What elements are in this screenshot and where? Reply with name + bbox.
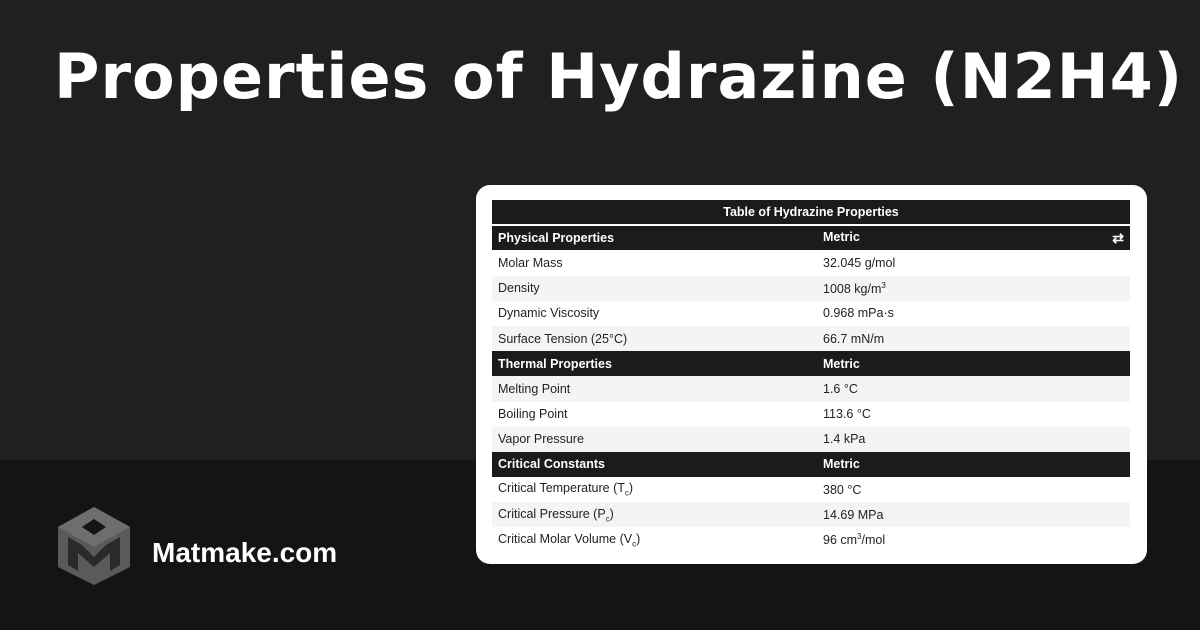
unit-label: Metric (823, 229, 860, 244)
section-title: Critical Constants (492, 452, 817, 477)
property-value: 0.968 mPa·s (823, 306, 894, 321)
table-row (492, 301, 1130, 326)
swap-arrows-icon[interactable]: ⇄ (1112, 229, 1124, 246)
property-value: 96 $cm^3$/mol (823, 532, 886, 548)
section-header (492, 452, 1130, 477)
table-row (492, 527, 1130, 552)
property-label: Boiling Point (498, 407, 568, 422)
table-caption: Table of Hydrazine Properties (492, 200, 1130, 225)
property-value: 66.7 mN/m (817, 326, 1130, 351)
table-row (492, 402, 1130, 427)
property-label: Critical Temperature $(T_c)$ (498, 481, 634, 498)
brand-name: Matmake.com (152, 537, 338, 568)
property-label: Vapor Pressure (492, 427, 817, 452)
property-value: 14.69 MPa (817, 502, 1130, 527)
property-label: Critical Molar Volume $(V_c)$ (498, 531, 641, 549)
property-value: 1008 $kg/m^3$ (817, 276, 1130, 301)
unit-label: Metric (817, 452, 1130, 477)
section-header (492, 225, 1130, 250)
unit-label: Metric (817, 351, 1130, 376)
property-label: Critical Pressure $(P_c)$ (492, 502, 817, 527)
table-row (492, 502, 1130, 527)
property-value: 380 °C (823, 482, 862, 497)
property-label: Molar Mass (498, 255, 563, 270)
page-title: Properties of Hydrazine (N2H4) (54, 40, 1184, 113)
property-value: 1.4 kPa (817, 427, 1130, 452)
property-value: 113.6 °C (823, 407, 871, 422)
property-value: 1.6 °C (817, 376, 1130, 401)
section-header (492, 351, 1130, 376)
properties-table (492, 200, 1130, 553)
table-row (492, 276, 1130, 301)
property-label: Dynamic Viscosity (498, 306, 600, 321)
table-row (492, 326, 1130, 351)
table-row (492, 477, 1130, 502)
property-label: Melting Point (492, 376, 817, 401)
property-value: 32.045 g/mol (823, 255, 896, 270)
table-row (492, 376, 1130, 401)
table-row (492, 250, 1130, 275)
matmake-logo-icon (56, 505, 132, 587)
property-label: Density (492, 276, 817, 301)
section-title: Thermal Properties (492, 351, 817, 376)
property-label: Surface Tension (25°C) (492, 326, 817, 351)
section-title: Physical Properties (492, 225, 817, 250)
table-row (492, 427, 1130, 452)
properties-card (476, 185, 1147, 564)
